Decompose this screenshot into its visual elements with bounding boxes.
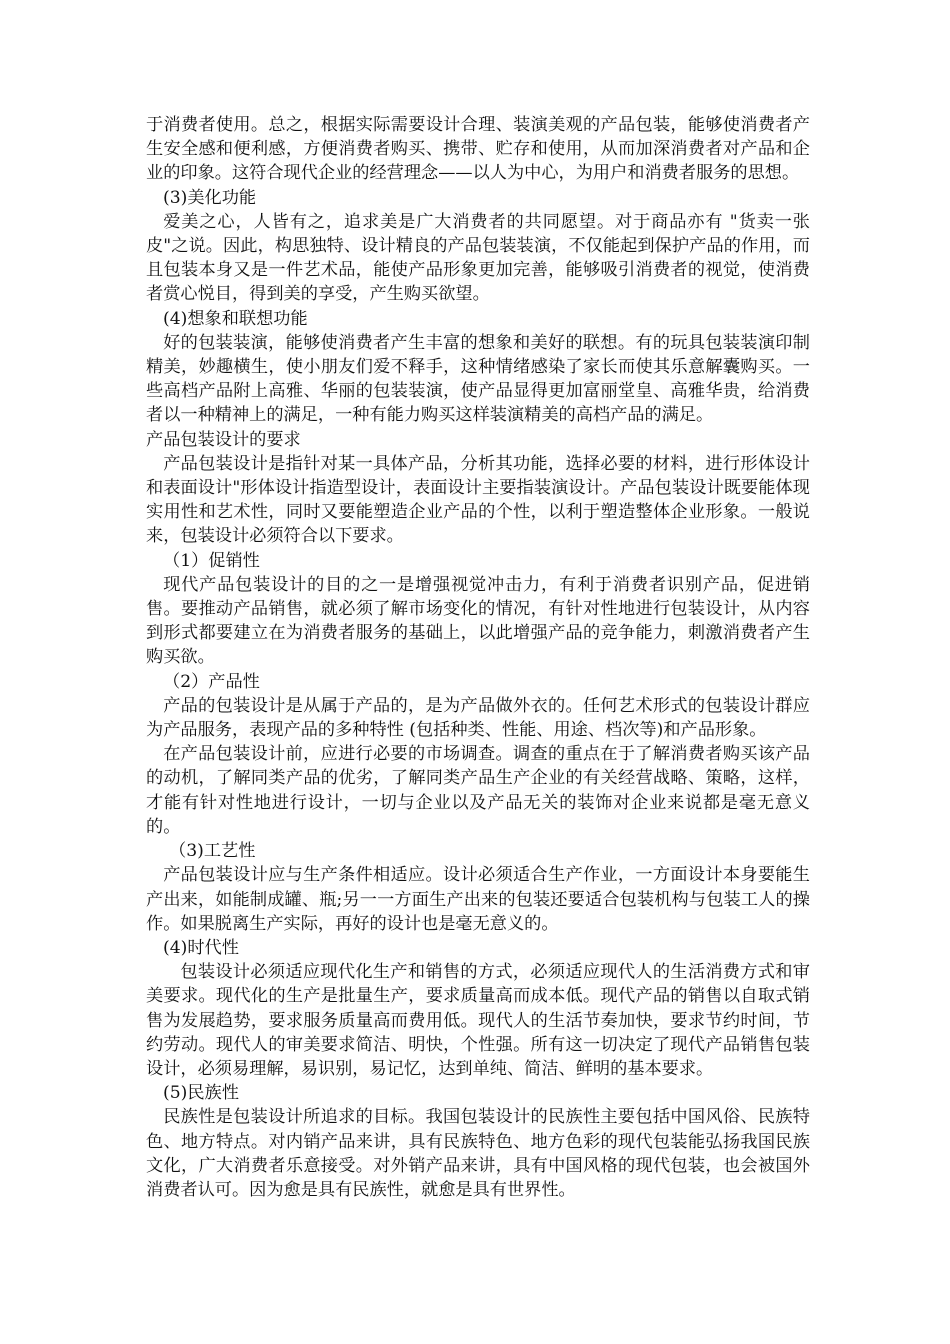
- paragraph-product-nature-1: 产品的包装设计是从属于产品的，是为产品做外衣的。任何艺术形式的包装设计群应为产品服务，表现产品的多种特性 (包括种类、性能、用途、档次等)和产品形象。: [146, 695, 810, 741]
- section-title-requirements: 产品包装设计的要求: [146, 429, 301, 450]
- paragraph-promotion: 现代产品包装设计的目的之一是增强视觉冲击力，有利于消费者识别产品，促进销售。要推动产品销售，就必须了解市场变化的情况，有针对性地进行包装设计，从内容到形式都要建立在为消费者服务的基础上，以此增强产品的竞争能力，刺激消费者产生购买欲。: [146, 574, 810, 668]
- heading-beautify-function: (3)美化功能: [163, 187, 257, 208]
- paragraph-timeliness: 包装设计必须适应现代化生产和销售的方式，必须适应现代人的生活消费方式和审美要求。现代化的生产是批量生产，要求质量高而成本低。现代产品的销售以自取式销售为发展趋势，要求服务质量高而费用低。现代人的生活节奏加快，要求节约时间，节约劳动。现代人的审美要求简洁、明快，个性强。所有这一切决定了现代产品销售包装设计，必须易理解，易识别，易记忆，达到单纯、简洁、鲜明的基本要求。: [146, 962, 810, 1079]
- paragraph-product-nature-2: 在产品包装设计前，应进行必要的市场调查。调查的重点在于了解消费者购买该产品的动机，了解同类产品的优劣，了解同类产品生产企业的有关经营战略、策略，这样，才能有针对性地进行设计，一切与企业以及产品无关的装饰对企业来说都是毫无意义的。: [146, 744, 810, 837]
- heading-product-nature: （2）产品性: [163, 671, 260, 692]
- heading-timeliness: (4)时代性: [163, 937, 239, 958]
- paragraph-imagination-function: 好的包装装演，能够使消费者产生丰富的想象和美好的联想。有的玩具包装装演印制精美，妙趣横生，使小朋友们爱不释手，这种情绪感染了家长而使其乐意解囊购买。一些高档产品附上高雅、华丽的包装装演，使产品显得更加富丽堂皇、高雅华贵，给消费者以一种精神上的满足，一种有能力购买这样装演精美的高档产品的满足。: [146, 332, 810, 426]
- paragraph-craftsmanship: 产品包装设计应与生产条件相适应。设计必须适合生产作业，一方面设计本身要能生产出来，如能制成罐、瓶;另一一方面生产出来的包装还要适合包装机构与包装工人的操作。如果脱离生产实际，再好的设计也是毫无意义的。: [146, 865, 810, 934]
- document-page: [146, 113, 810, 1202]
- heading-imagination-function: (4)想象和联想功能: [163, 308, 308, 329]
- intro-paragraph: 于消费者使用。总之，根据实际需要设计合理、装演美观的产品包装，能够使消费者产生安全感和便利感，方便消费者购买、携带、贮存和使用，从而加深消费者对产品和企业的印象。这符合现代企业的经营理念——以人为中心，为用户和消费者服务的思想。: [146, 115, 810, 184]
- paragraph-requirements: 产品包装设计是指针对某一具体产品，分析其功能，选择必要的材料，进行形体设计和表面设计"形体设计指造型设计，表面设计主要指装演设计。产品包装设计既要能体现实用性和艺术性，同时又要能塑造企业产品的个性，以利于塑造整体企业形象。一般说来，包装设计必须符合以下要求。: [146, 453, 810, 547]
- paragraph-nationality: 民族性是包装设计所追求的目标。我国包装设计的民族性主要包括中国风俗、民族特色、地方特点。对内销产品来讲，具有民族特色、地方色彩的现代包装能弘扬我国民族文化，广大消费者乐意接受。对外销产品来讲，具有中国风格的现代包装，也会被国外消费者认可。因为愈是具有民族性，就愈是具有世界性。: [146, 1107, 810, 1200]
- heading-nationality: (5)民族性: [163, 1083, 239, 1104]
- heading-craftsmanship: （3)工艺性: [169, 841, 256, 862]
- paragraph-beautify-function: 爱美之心，人皆有之，追求美是广大消费者的共同愿望。对于商品亦有 "货卖一张皮"之说。因此，构思独特、设计精良的产品包装装演，不仅能起到保护产品的作用，而且包装本身又是一件艺术品，能使产品形象更加完善，能够吸引消费者的视觉，使消费者赏心悦目，得到美的享受，产生购买欲望。: [146, 211, 810, 305]
- heading-promotion: （1）促销性: [163, 550, 260, 571]
